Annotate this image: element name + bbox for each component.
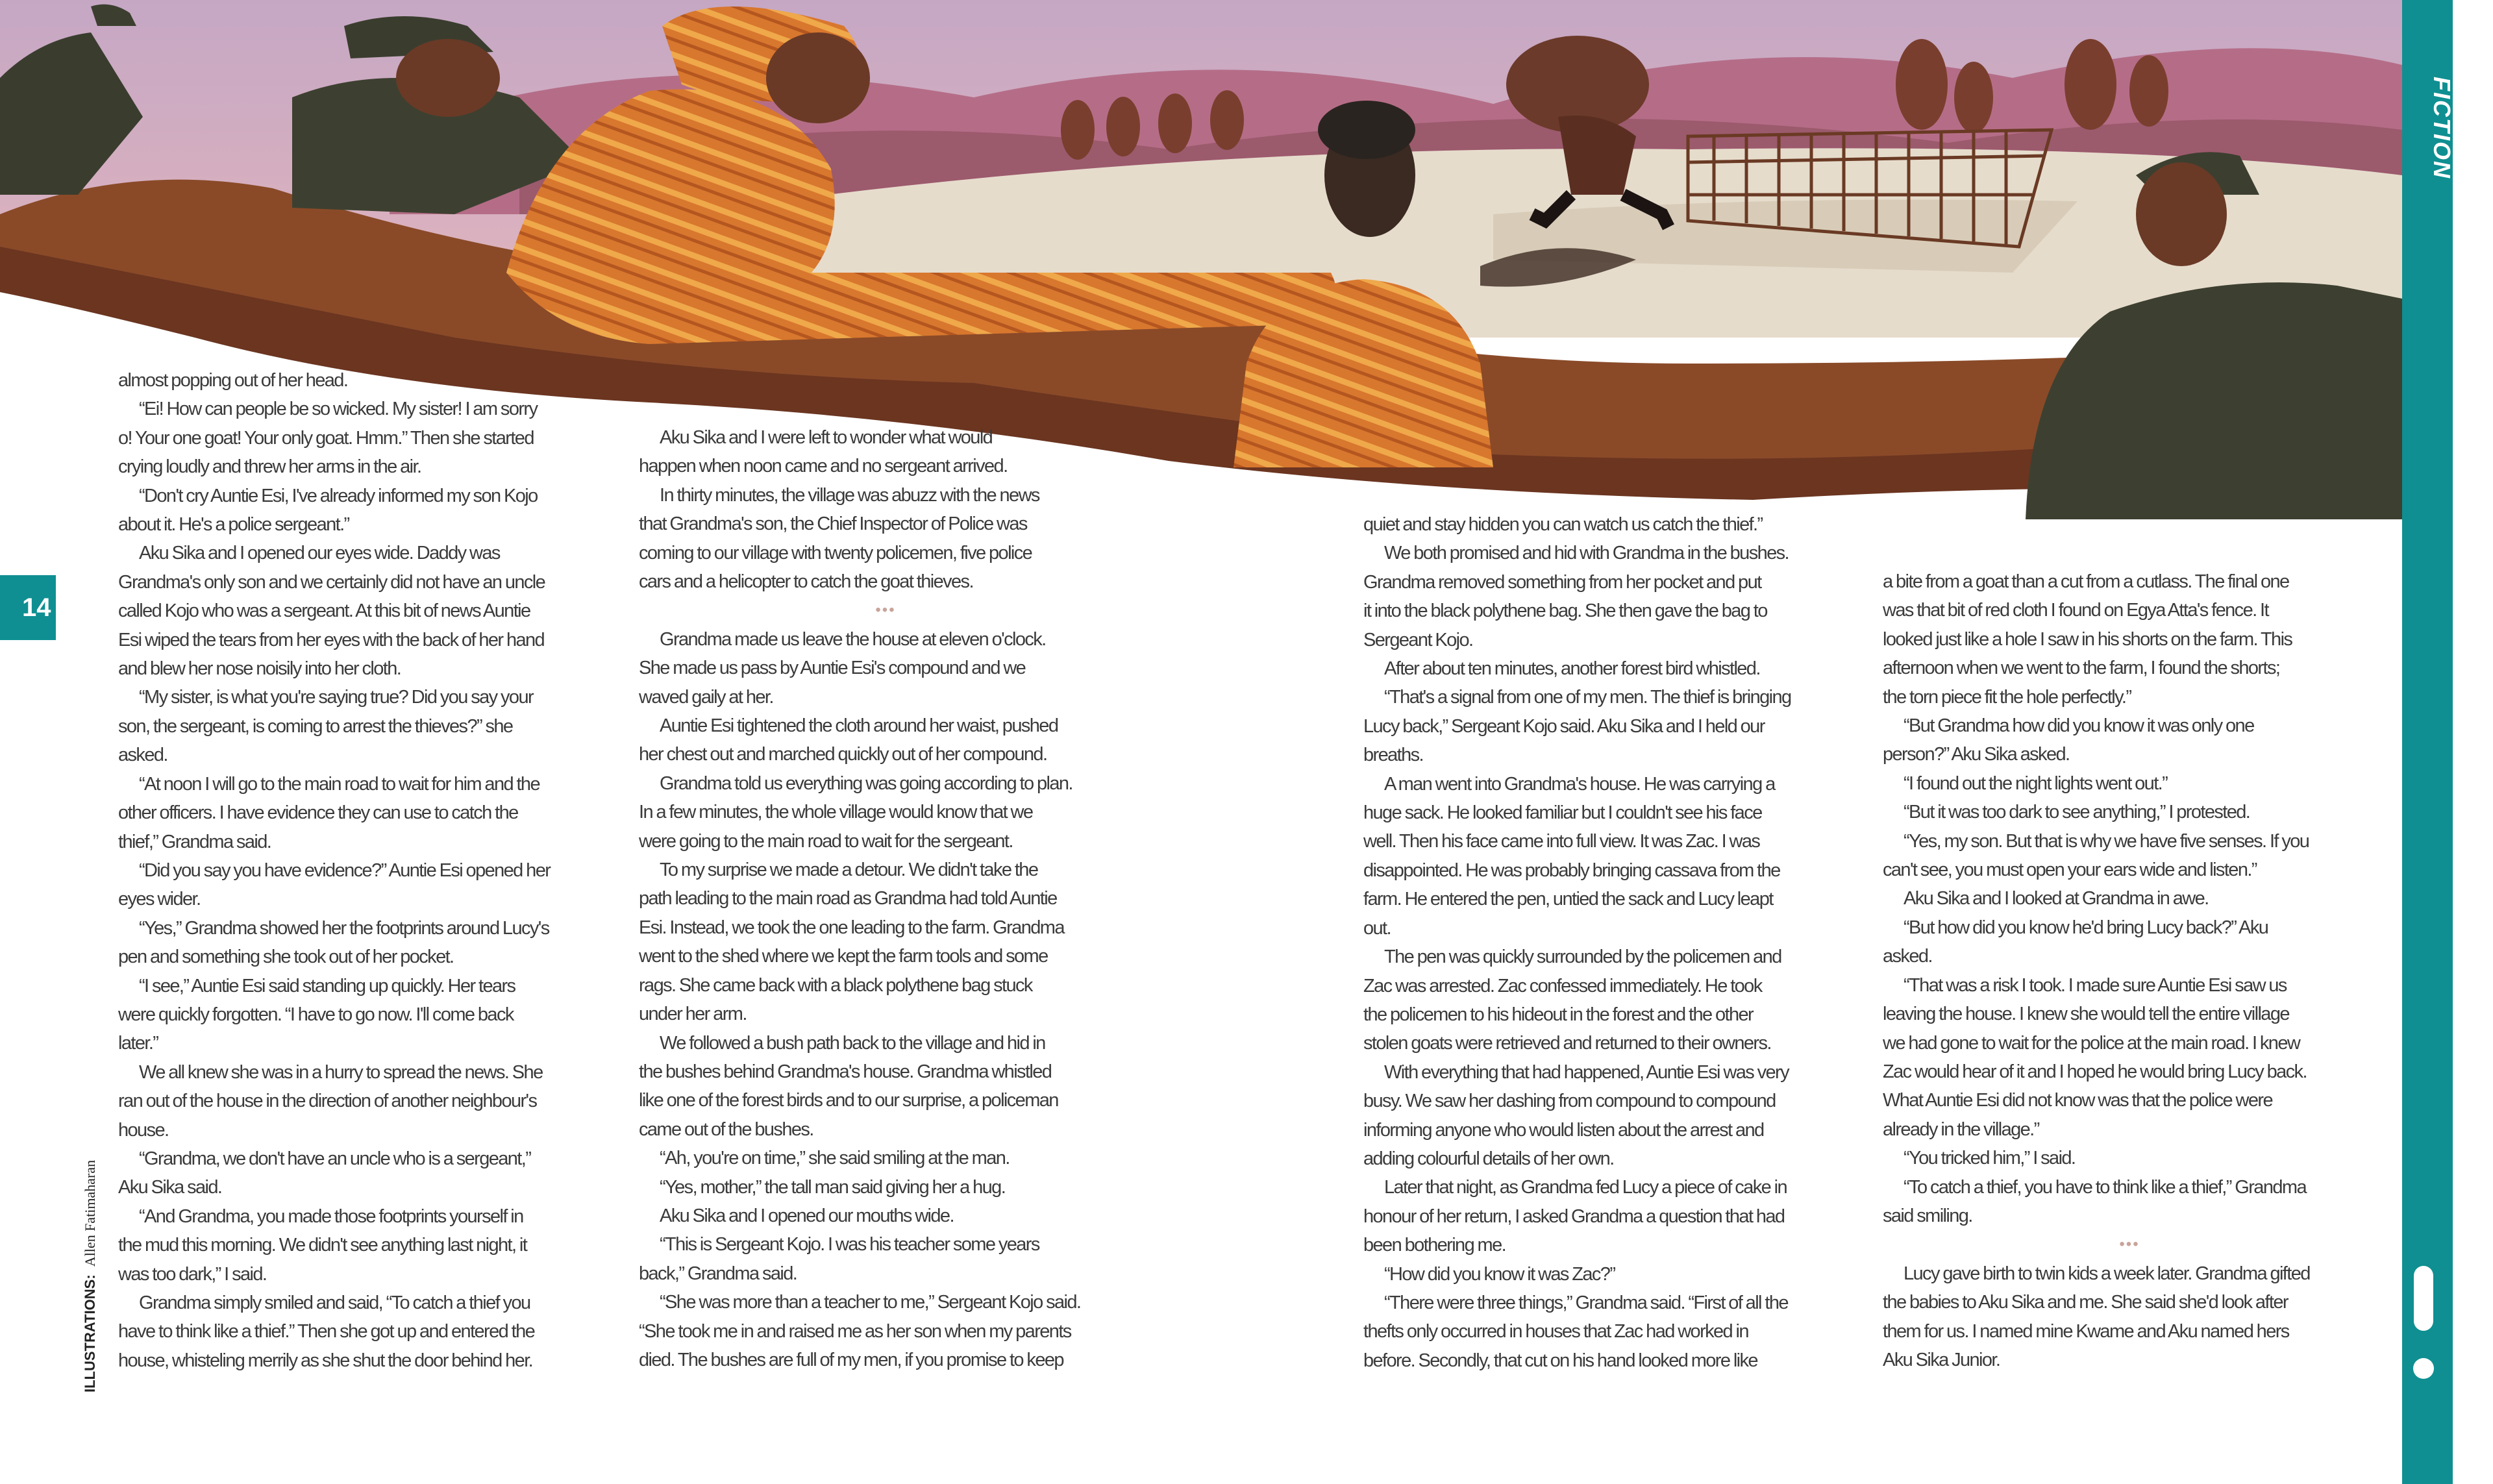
text-line: “Yes, mother,” the tall man said giving her a hug.: [660, 1176, 1006, 1198]
text-line: Grandma's only son and we certainly did not have an uncle: [118, 571, 545, 593]
text-line: Aku Sika and I were left to wonder what would: [660, 427, 993, 448]
text-line: “Ah, you're on time,” she said smiling at the man.: [660, 1148, 1010, 1169]
text-line: o! Your one goat! Your only goat. Hmm.” Then she started: [118, 427, 534, 449]
text-line: Lucy gave birth to twin kids a week later. Grandma gifted: [1904, 1263, 2310, 1284]
text-line: honour of her return, I asked Grandma a question that had: [1363, 1206, 1785, 1227]
text-line: She made us pass by Auntie Esi's compound and we: [639, 658, 1026, 679]
text-line: about it. He's a police sergeant.”: [118, 514, 349, 536]
text-line: afternoon when we went to the farm, I found the shorts;: [1883, 658, 2280, 679]
text-line: busy. We saw her dashing from compound to compound: [1363, 1091, 1776, 1112]
text-line: breaths.: [1363, 745, 1423, 766]
text-line: What Auntie Esi did not know was that the police were: [1883, 1090, 2272, 1111]
text-line: In thirty minutes, the village was abuzz with the news: [660, 484, 1039, 506]
text-line: “I found out the night lights went out.”: [1904, 773, 2168, 794]
text-line: “I see,” Auntie Esi said standing up quickly. Her tears: [139, 975, 515, 996]
text-line: the torn piece fit the hole perfectly.”: [1883, 686, 2131, 708]
text-line: Auntie Esi tightened the cloth around her waist, pushed: [660, 715, 1058, 737]
text-line: Zac would hear of it and I hoped he would bring Lucy back.: [1883, 1061, 2307, 1082]
text-line: waved gaily at her.: [639, 686, 773, 708]
text-line: We all knew she was in a hurry to spread the news. She: [139, 1061, 543, 1083]
text-line: “She was more than a teacher to me,” Sergeant Kojo said.: [660, 1292, 1081, 1313]
text-line: Later that night, as Grandma fed Lucy a piece of cake in: [1384, 1177, 1787, 1198]
text-line: cars and a helicopter to catch the goat thieves.: [639, 571, 973, 593]
text-line: “How did you know it was Zac?”: [1384, 1263, 1615, 1285]
text-line: After about ten minutes, another forest bird whistled.: [1384, 658, 1760, 680]
text-line: With everything that had happened, Auntie Esi was very: [1384, 1061, 1789, 1083]
text-column-4: [1883, 567, 2376, 1374]
text-line: eyes wider.: [118, 889, 201, 910]
text-line: can't see, you must open your ears wide and listen.”: [1883, 859, 2257, 881]
text-line: was too dark,” I said.: [118, 1263, 267, 1285]
text-line: “My sister, is what you're saying true? Did you say your: [139, 687, 534, 708]
text-line: Aku Sika and I looked at Grandma in awe.: [1904, 888, 2209, 909]
text-line: “But it was too dark to see anything,” I protested.: [1904, 802, 2250, 823]
svg-text:ILLUSTRATIONS: Allen Fatim: ILLUSTRATIONS: Allen Fatimaharan: [82, 1159, 98, 1392]
text-line: Aku Sika and I opened our eyes wide. Daddy was: [139, 543, 500, 564]
text-column-2: [639, 423, 1132, 1374]
section-label: [2411, 71, 2455, 214]
illustration-credit: [81, 1136, 100, 1396]
text-line: said smiling.: [1883, 1205, 1972, 1226]
text-line: farm. He entered the pen, untied the sack and Lucy leapt: [1363, 889, 1773, 910]
text-line: were going to the main road to wait for the sergeant.: [639, 830, 1013, 852]
text-line: a bite from a goat than a cut from a cutlass. The final one: [1883, 571, 2289, 592]
text-line: house.: [118, 1119, 169, 1141]
text-line: before. Secondly, that cut on his hand looked more like: [1363, 1350, 1757, 1371]
text-line: “Grandma, we don't have an uncle who is a sergeant,”: [139, 1148, 531, 1169]
text-line: Grandma made us leave the house at eleven o'clock.: [660, 628, 1046, 650]
text-line: Grandma removed something from her pocket and put: [1363, 571, 1761, 593]
text-line: Zac was arrested. Zac confessed immediately. He took: [1363, 975, 1762, 996]
text-line: Esi wiped the tears from her eyes with the back of her hand: [118, 629, 545, 650]
text-line: the mud this morning. We didn't see anything last night, it: [118, 1235, 527, 1256]
text-line: asked.: [1883, 946, 1932, 967]
text-line: was that bit of red cloth I found on Egya Atta's fence. It: [1883, 600, 2268, 621]
svg-text:FICTION: FICTION: [2429, 77, 2455, 179]
text-line: were quickly forgotten. “I have to go now. I'll come back: [118, 1004, 514, 1025]
text-column-1: [118, 366, 612, 1375]
text-line: “Ei! How can people be so wicked. My sister! I am sorry: [139, 399, 538, 420]
text-line: We followed a bush path back to the village and hid in: [660, 1032, 1045, 1054]
text-line: Lucy back,” Sergeant Kojo said. Aku Sika and I held our: [1363, 715, 1765, 737]
text-line: that Grandma's son, the Chief Inspector of Police was: [639, 513, 1027, 535]
text-line: “But how did you know he'd bring Lucy back?” Aku: [1904, 917, 2268, 938]
text-line: We both promised and hid with Grandma in the bushes.: [1384, 543, 1789, 564]
text-line: well. Then his face came into full view. It was Zac. I was: [1363, 831, 1760, 852]
text-line: out.: [1363, 917, 1391, 939]
text-line: like one of the forest birds and to our surprise, a policeman: [639, 1090, 1058, 1111]
text-line: been bothering me.: [1363, 1235, 1506, 1256]
text-line: came out of the bushes.: [639, 1119, 813, 1140]
text-line: thief,” Grandma said.: [118, 831, 271, 852]
text-line: Aku Sika and I opened our mouths wide.: [660, 1205, 954, 1226]
text-line: Sergeant Kojo.: [1363, 629, 1473, 650]
text-line: Aku Sika said.: [118, 1177, 222, 1198]
text-line: “That was a risk I took. I made sure Auntie Esi saw us: [1904, 974, 2287, 996]
text-line: “You tricked him,” I said.: [1904, 1148, 2076, 1169]
text-line: “At noon I will go to the main road to wait for him and the: [139, 773, 540, 795]
text-line: later.”: [118, 1033, 158, 1054]
text-line: stolen goats were retrieved and returned to their owners.: [1363, 1033, 1771, 1054]
text-line: informing anyone who would listen about the arrest and: [1363, 1119, 1764, 1141]
text-line: The pen was quickly surrounded by the policemen and: [1384, 946, 1781, 968]
text-line: “This is Sergeant Kojo. I was his teacher some years: [660, 1234, 1039, 1255]
text-line: path leading to the main road as Grandma had told Auntie: [639, 888, 1057, 909]
text-line: person?” Aku Sika asked.: [1883, 744, 2070, 765]
text-line: it into the black polythene bag. She then gave the bag to: [1363, 600, 1767, 622]
text-line: happen when noon came and no sergeant arrived.: [639, 456, 1008, 477]
text-line: Grandma simply smiled and said, “To catch a thief you: [139, 1292, 530, 1313]
text-line: A man went into Grandma's house. He was carrying a: [1384, 773, 1775, 795]
text-line: the policemen to his hideout in the forest and the other: [1363, 1004, 1754, 1025]
text-line: “Don't cry Auntie Esi, I've already informed my son Kojo: [139, 485, 538, 506]
text-line: them for us. I named mine Kwame and Aku named hers: [1883, 1320, 2289, 1342]
text-line: rags. She came back with a black polythene bag stuck: [639, 974, 1032, 996]
text-line: To my surprise we made a detour. We didn't take the: [660, 859, 1038, 881]
text-line: died. The bushes are full of my men, if you promise to keep: [639, 1349, 1063, 1370]
text-line: “That's a signal from one of my men. The thief is bringing: [1384, 687, 1791, 708]
text-line: the babies to Aku Sika and me. She said she'd look after: [1883, 1292, 2288, 1313]
text-line: “Yes, my son. But that is why we have five senses. If you: [1904, 830, 2309, 852]
text-line: leaving the house. I knew she would tell the entire village: [1883, 1004, 2289, 1025]
text-line: “To catch a thief, you have to think like a thief,” Grandma: [1904, 1176, 2306, 1198]
text-line: huge sack. He looked familiar but I couldn't see his face: [1363, 802, 1762, 824]
text-line: Aku Sika Junior.: [1883, 1349, 2000, 1370]
text-line: have to think like a thief.” Then she got up and entered the: [118, 1321, 535, 1342]
text-line: In a few minutes, the whole village would know that we: [639, 802, 1033, 823]
text-line: asked.: [118, 745, 167, 766]
text-line: crying loudly and threw her arms in the air.: [118, 456, 421, 478]
text-line: quiet and stay hidden you can watch us catch the thief.”: [1363, 514, 1763, 535]
text-line: went to the shed where we kept the farm tools and some: [639, 946, 1048, 967]
text-line: adding colourful details of her own.: [1363, 1148, 1614, 1169]
text-line: almost popping out of her head.: [118, 370, 348, 391]
text-line: coming to our village with twenty policemen, five police: [639, 542, 1032, 563]
section-separator: •••: [2119, 1235, 2140, 1254]
text-line: thefts only occurred in houses that Zac had worked in: [1363, 1321, 1748, 1342]
text-line: and blew her nose noisily into her cloth.: [118, 658, 401, 680]
text-line: other officers. I have evidence they can use to catch the: [118, 802, 518, 824]
text-line: ran out of the house in the direction of another neighbour's: [118, 1091, 537, 1112]
text-line: disappointed. He was probably bringing cassava from the: [1363, 859, 1780, 881]
text-line: “Yes,” Grandma showed her the footprints around Lucy's: [139, 917, 549, 939]
text-line: “Did you say you have evidence?” Auntie Esi opened her: [139, 859, 551, 881]
text-line: looked just like a hole I saw in his shorts on the farm. This: [1883, 628, 2292, 650]
text-column-3: [1363, 510, 1857, 1375]
text-line: “There were three things,” Grandma said. “First of all the: [1384, 1292, 1788, 1313]
text-line: “But Grandma how did you know it was only one: [1904, 715, 2254, 737]
text-line: son, the sergeant, is coming to arrest the thieves?” she: [118, 715, 513, 737]
page-number: 14: [0, 575, 56, 640]
exclamation-icon: [2402, 1259, 2474, 1389]
text-line: “And Grandma, you made those footprints yourself in: [139, 1206, 523, 1227]
text-line: pen and something she took out of her pocket.: [118, 946, 454, 968]
text-line: we had gone to wait for the police at the main road. I knew: [1883, 1032, 2300, 1054]
section-separator: •••: [875, 601, 896, 619]
text-line: house, whisteling merrily as she shut the door behind her.: [118, 1350, 533, 1371]
text-line: Esi. Instead, we took the one leading to the farm. Grandma: [639, 917, 1064, 938]
text-line: Grandma told us everything was going according to plan.: [660, 773, 1073, 794]
text-line: her chest out and marched quickly out of her compound.: [639, 744, 1047, 765]
text-line: the bushes behind Grandma's house. Grandma whistled: [639, 1061, 1052, 1082]
text-line: under her arm.: [639, 1004, 747, 1025]
text-line: already in the village.”: [1883, 1119, 2039, 1140]
text-line: back,” Grandma said.: [639, 1263, 797, 1284]
text-line: “She took me in and raised me as her son when my parents: [639, 1320, 1071, 1342]
text-line: called Kojo who was a sergeant. At this bit of news Auntie: [118, 600, 530, 622]
